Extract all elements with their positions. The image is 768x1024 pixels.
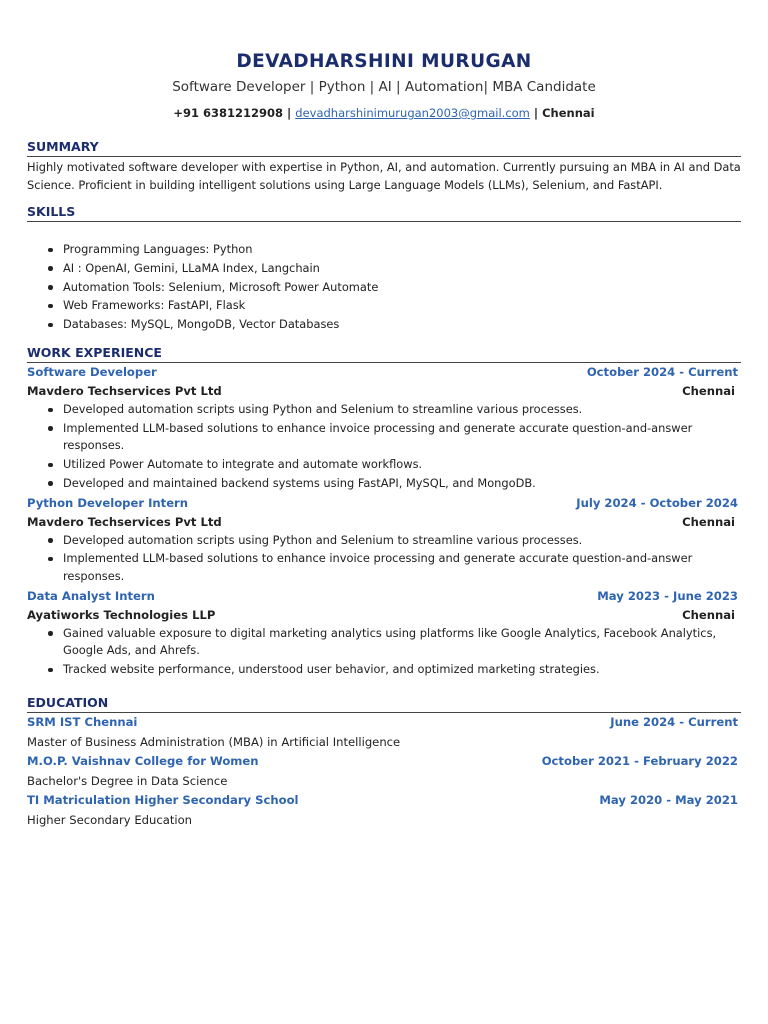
education-entry xyxy=(27,713,741,752)
school-name: SRM IST Chennai xyxy=(27,715,138,729)
job-bullet: Developed automation scripts using Python and Selenium to streamline various processes. xyxy=(27,401,741,419)
job-bullet: Implemented LLM-based solutions to enhance invoice processing and generate accurate question-and-answer responses. xyxy=(27,550,741,585)
job-company: Ayatiworks Technologies LLP xyxy=(27,607,216,622)
education-entry xyxy=(27,791,741,830)
job-role: Software Developer xyxy=(27,365,157,379)
job-company: Mavdero Techservices Pvt Ltd xyxy=(27,514,222,529)
experience-section xyxy=(27,345,741,680)
job-location: Chennai xyxy=(682,384,735,398)
job-location: Chennai xyxy=(682,607,735,622)
school-name: TI Matriculation Higher Secondary School xyxy=(27,793,299,807)
email-link[interactable]: devadharshinimurugan2003@gmail.com xyxy=(295,106,530,120)
job-bullet: Implemented LLM-based solutions to enhance invoice processing and generate accurate question-and-answer responses. xyxy=(27,420,741,455)
job-bullet: Gained valuable exposure to digital marketing analytics using platforms like Google Analytics, Facebook Analytics, Google Ads, and Ahrefs. xyxy=(27,625,741,660)
job-entry xyxy=(27,494,741,586)
contact-line xyxy=(0,105,768,121)
skill-item: Web Frameworks: FastAPI, Flask xyxy=(27,297,741,315)
experience-heading: WORK EXPERIENCE xyxy=(27,345,741,363)
job-dates: May 2023 - June 2023 xyxy=(597,588,738,603)
education-dates: June 2024 - Current xyxy=(610,715,738,729)
candidate-tagline: Software Developer | Python | AI | Automation| MBA Candidate xyxy=(172,79,596,95)
job-bullets xyxy=(27,532,741,586)
skills-list xyxy=(27,241,741,334)
job-role: Data Analyst Intern xyxy=(27,588,155,603)
skills-section xyxy=(27,204,741,335)
job-entry xyxy=(27,363,741,492)
job-dates: July 2024 - October 2024 xyxy=(576,495,738,510)
summary-section xyxy=(27,139,741,194)
degree-name: Master of Business Administration (MBA) in Artificial Intelligence xyxy=(27,735,401,749)
education-dates: May 2020 - May 2021 xyxy=(599,793,738,807)
location-city: Chennai xyxy=(542,106,595,120)
education-heading: EDUCATION xyxy=(27,695,741,713)
job-bullets xyxy=(27,625,741,679)
education-entry xyxy=(27,752,741,791)
job-location: Chennai xyxy=(682,514,735,529)
skill-item: AI : OpenAI, Gemini, LLaMA Index, Langchain xyxy=(27,260,741,278)
education-section xyxy=(27,695,741,830)
skills-heading: SKILLS xyxy=(27,204,741,222)
resume-header xyxy=(0,50,768,121)
education-dates: October 2021 - February 2022 xyxy=(541,754,738,768)
job-dates: October 2024 - Current xyxy=(586,365,738,379)
degree-name: Bachelor's Degree in Data Science xyxy=(27,774,228,788)
job-bullet: Developed automation scripts using Python and Selenium to streamline various processes. xyxy=(27,532,741,550)
contact-separator: | xyxy=(283,106,296,120)
candidate-name: DEVADHARSHINI MURUGAN xyxy=(236,51,532,72)
summary-heading: SUMMARY xyxy=(27,139,741,157)
job-bullet: Utilized Power Automate to integrate and automate workflows. xyxy=(27,456,741,474)
contact-separator: | xyxy=(529,106,543,120)
summary-text: Highly motivated software developer with expertise in Python, AI, and automation. Currently pursuing an MBA in AI and Data Science. Proficient in building intelligent solutions using Large Language Models (LLMs), Selenium, and FastAPI. xyxy=(27,160,741,192)
skill-item: Programming Languages: Python xyxy=(27,241,741,259)
skill-item: Databases: MySQL, MongoDB, Vector Databases xyxy=(27,316,741,334)
job-company: Mavdero Techservices Pvt Ltd xyxy=(27,384,222,398)
school-name: M.O.P. Vaishnav College for Women xyxy=(27,754,259,768)
job-entry xyxy=(27,587,741,679)
job-role: Python Developer Intern xyxy=(27,495,189,510)
phone-number: +91 6381212908 xyxy=(173,106,284,120)
degree-name: Higher Secondary Education xyxy=(27,813,193,827)
skill-item: Automation Tools: Selenium, Microsoft Power Automate xyxy=(27,279,741,297)
job-bullet: Tracked website performance, understood user behavior, and optimized marketing strategies. xyxy=(27,661,741,679)
job-bullet: Developed and maintained backend systems using FastAPI, MySQL, and MongoDB. xyxy=(27,475,741,493)
job-bullets xyxy=(27,401,741,492)
